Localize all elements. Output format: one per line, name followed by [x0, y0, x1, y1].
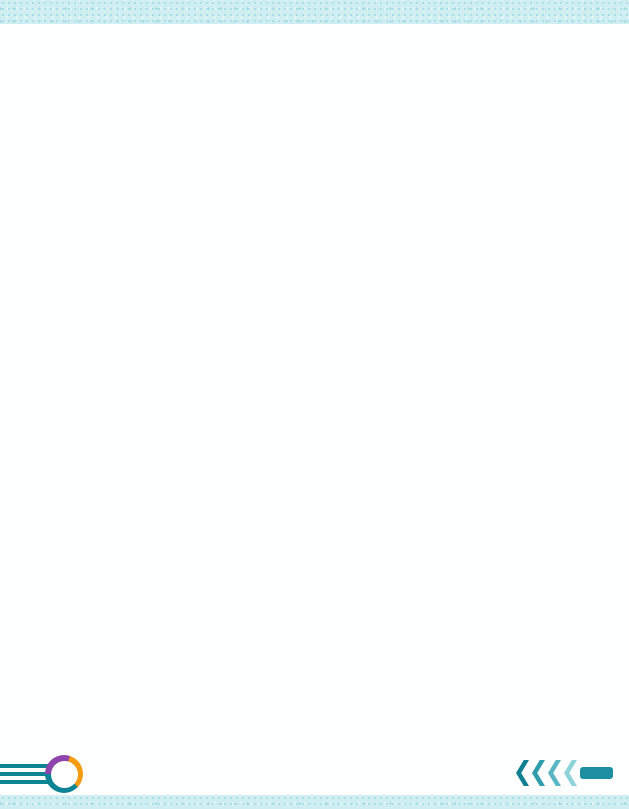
chevron-left-icon [516, 760, 529, 786]
page-number-circle [45, 755, 83, 793]
page-content [0, 24, 629, 48]
chevron-left-icon [532, 760, 545, 786]
chevron-left-icon [564, 760, 577, 786]
chevron-left-icon [548, 760, 561, 786]
series-band [580, 767, 613, 779]
page-footer [0, 755, 629, 797]
footer-series-group [516, 760, 613, 786]
page-number [51, 761, 78, 788]
top-texture-band [0, 0, 629, 24]
bottom-texture-band [0, 795, 629, 809]
